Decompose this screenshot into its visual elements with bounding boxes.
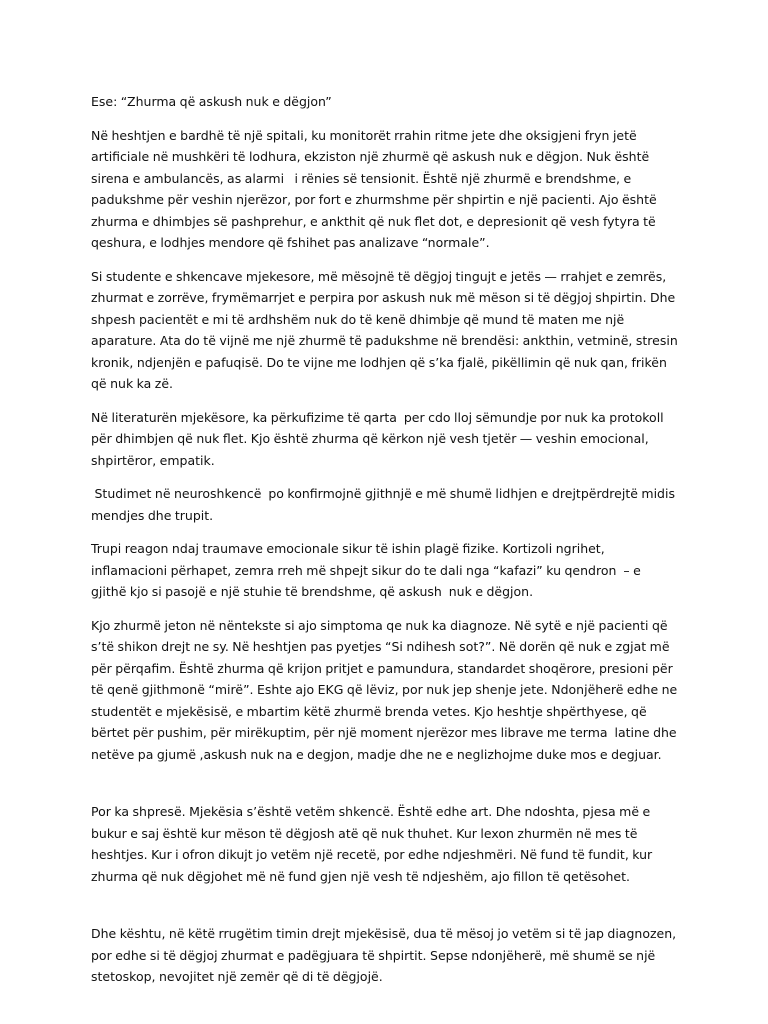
paragraph-8: Dhe kështu, në këtë rrugëtim timin drejt mjekësisë, dua të mësoj jo vetëm si të jap diagnozen, por edhe si të dëgjoj zhurmat e padëgjuara të shpirtit. Sepse ndonjëherë, më shumë se një stetoskop, nevojitet një zemër që di të dëgjojë. [91,926,680,984]
paragraph-3: Në literaturën mjekësore, ka përkufizime të qarta per cdo lloj sëmundje por nuk ka protokoll për dhimbjen që nuk flet. Kjo është zhurma që kërkon një vesh tjetër — veshin emocional, shpirtëror, empatik. [91,409,668,468]
paragraph-7: Por ka shpresë. Mjekësia s’është vetëm shkencë. Është edhe art. Dhe ndoshta, pjesa më e bukur e saj është kur mëson të dëgjosh atë që nuk thuhet. Kur lexon zhurmën në mes të heshtjes. Kur i ofron dikujt jo vetëm një recetë, por edhe ndjeshmëri. Në fund të fundit, kur zhurma që nuk dëgjohet më në fund gjen një vesh të ndjeshëm, ajo fillon të qetësohet. [91,804,656,884]
essay-title: Ese: “Zhurma që askush nuk e dëgjon” [91,94,332,109]
paragraph-6: Kjo zhurmë jeton në nëntekste si ajo simptoma qe nuk ka diagnoze. Në sytë e një pacienti që s’të shikon drejt ne sy. Në heshtjen pas pyetjes “Si ndihesh sot?”. Në dorën që nuk e zgjat më për përqafim. Është zhurma që krijon pritjet e pamundura, standardet shoqërore, presioni për të qenë gjithmonë “mirë”. Eshte ajo EKG që lëviz, por nuk jep shenje jete. Ndonjëherë edhe ne studentët e mjekësisë, e mbartim këtë zhurmë brenda vetes. Kjo heshtje shpërthyese, që bërtet për pushim, për mirëkuptim, për një moment njerëzor mes librave me terma latine dhe netëve pa gjumë ,askush nuk na e degjon, madje dhe ne e neglizhojme duke mos e degjuar. [91,617,681,762]
paragraph-4: Studimet në neuroshkencë po konfirmojnë gjithnjë e më shumë lidhjen e drejtpërdrejtë midis mendjes dhe trupit. [91,486,679,523]
paragraph-5: Trupi reagon ndaj traumave emocionale sikur të ishin plagë fizike. Kortizoli ngrihet, inflamacioni përhapet, zemra rreh më shpejt sikur do te dali nga “kafazi” ku qendron – e gjithë kjo si pasojë e një stuhie të brendshme, që askush nuk e dëgjon. [91,541,645,599]
paragraph-1: Në heshtjen e bardhë të një spitali, ku monitorët rrahin ritme jete dhe oksigjeni fryn jetë artificiale në mushkëri të lodhura, ekziston një zhurmë që askush nuk e dëgjon. Nuk është sirena e ambulancës, as alarmi i rënies së tensionit. Është një zhurmë e brendshme, e padukshme për veshin njerëzor, por fort e zhurmshme për shpirtin e një pacienti. Ajo është zhurma e dhimbjes së pashprehur, e ankthit që nuk flet dot, e depresionit që vesh fytyra të qeshura, e lodhjes mendore që fshihet pas analizave “normale”. [91,127,661,250]
paragraph-2: Si studente e shkencave mjekesore, më mësojnë të dëgjoj tingujt e jetës — rrahjet e zemrës, zhurmat e zorrëve, frymëmarrjet e perpira por askush nuk më mëson si të dëgjoj shpirtin. Dhe shpesh pacientët e mi të ardhshëm nuk do të kenë dhimbje që mund të maten me një aparature. Ata do të vijnë me një zhurmë të padukshme në brendësi: ankthin, vetminë, stresin kronik, ndjenjën e pafuqisë. Do te vijne me lodhjen që s’ka fjalë, pikëllimin që nuk qan, frikën që nuk ka zë. [91,268,682,391]
document-body [91,91,682,1000]
